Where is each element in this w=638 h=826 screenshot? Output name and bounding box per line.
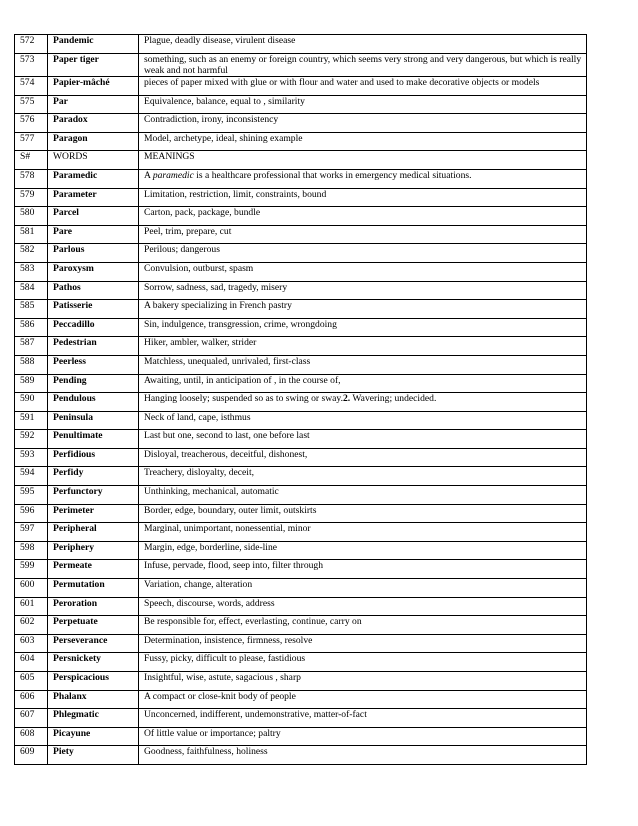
table-row: [15, 318, 587, 337]
meaning-cell: A compact or close-knit body of people: [139, 690, 587, 709]
meaning-cell: Goodness, faithfulness, holiness: [139, 746, 587, 765]
meaning-cell: Matchless, unequaled, unrivaled, first-class: [139, 355, 587, 374]
meaning-cell: Margin, edge, borderline, side-line: [139, 541, 587, 560]
table-row: [15, 746, 587, 765]
table-row: [15, 579, 587, 598]
table-row: [15, 54, 587, 77]
word-cell: Permutation: [48, 579, 139, 598]
serial-number: 609: [15, 746, 48, 765]
meaning-cell: [139, 393, 587, 412]
table-row: [15, 467, 587, 486]
table-row: [15, 281, 587, 300]
table-row: [15, 597, 587, 616]
serial-number: 600: [15, 579, 48, 598]
table-row: [15, 616, 587, 635]
meaning-cell: Carton, pack, package, bundle: [139, 207, 587, 226]
serial-number: 580: [15, 207, 48, 226]
serial-number: 577: [15, 132, 48, 151]
word-cell: Peroration: [48, 597, 139, 616]
serial-number: 583: [15, 262, 48, 281]
meaning-cell: [139, 169, 587, 188]
serial-number: 586: [15, 318, 48, 337]
serial-number: 584: [15, 281, 48, 300]
word-cell: Periphery: [48, 541, 139, 560]
table-row: [15, 169, 587, 188]
serial-number: 592: [15, 430, 48, 449]
word-cell: Phalanx: [48, 690, 139, 709]
table-row: [15, 523, 587, 542]
word-cell: Piety: [48, 746, 139, 765]
table-row: [15, 225, 587, 244]
serial-number: 581: [15, 225, 48, 244]
meaning-cell: Be responsible for, effect, everlasting, continue, carry on: [139, 616, 587, 635]
serial-number: 585: [15, 300, 48, 319]
word-cell: Permeate: [48, 560, 139, 579]
word-cell: Perimeter: [48, 504, 139, 523]
table-row: [15, 374, 587, 393]
header-words: WORDS: [48, 151, 139, 170]
meaning-cell: Convulsion, outburst, spasm: [139, 262, 587, 281]
word-cell: Peninsula: [48, 411, 139, 430]
word-cell: Paroxysm: [48, 262, 139, 281]
serial-number: 595: [15, 486, 48, 505]
word-cell: Pathos: [48, 281, 139, 300]
meaning-cell: Disloyal, treacherous, deceitful, dishonest,: [139, 448, 587, 467]
table-row: [15, 411, 587, 430]
word-cell: Phlegmatic: [48, 709, 139, 728]
word-cell: Peerless: [48, 355, 139, 374]
serial-number: 579: [15, 188, 48, 207]
meaning-cell: Equivalence, balance, equal to , similarity: [139, 95, 587, 114]
serial-number: 591: [15, 411, 48, 430]
word-cell: Papier-mâché: [48, 77, 139, 96]
meaning-emphasis: paramedic: [152, 169, 194, 181]
meaning-cell: Treachery, disloyalty, deceit,: [139, 467, 587, 486]
table-row: [15, 114, 587, 133]
meaning-cell: Marginal, unimportant, nonessential, minor: [139, 523, 587, 542]
meaning-cell: Of little value or importance; paltry: [139, 727, 587, 746]
table-row: [15, 393, 587, 412]
meaning-cell: Awaiting, until, in anticipation of , in the course of,: [139, 374, 587, 393]
table-row: [15, 244, 587, 263]
word-cell: Perspicacious: [48, 672, 139, 691]
serial-number: 606: [15, 690, 48, 709]
meaning-cell: Limitation, restriction, limit, constraints, bound: [139, 188, 587, 207]
meaning-cell: Last but one, second to last, one before last: [139, 430, 587, 449]
meaning-cell: Model, archetype, ideal, shining example: [139, 132, 587, 151]
table-row: [15, 727, 587, 746]
meaning-cell: Plague, deadly disease, virulent disease: [139, 35, 587, 54]
word-cell: Parlous: [48, 244, 139, 263]
table-row: [15, 690, 587, 709]
serial-number: 596: [15, 504, 48, 523]
serial-number: 608: [15, 727, 48, 746]
serial-number: 589: [15, 374, 48, 393]
table-row: [15, 188, 587, 207]
word-cell: Paramedic: [48, 169, 139, 188]
serial-number: 603: [15, 634, 48, 653]
table-row: [15, 634, 587, 653]
meaning-cell: Variation, change, alteration: [139, 579, 587, 598]
meaning-cell: A bakery specializing in French pastry: [139, 300, 587, 319]
word-cell: Perfunctory: [48, 486, 139, 505]
table-row: [15, 541, 587, 560]
serial-number: 598: [15, 541, 48, 560]
meaning-cell: Speech, discourse, words, address: [139, 597, 587, 616]
word-cell: Peccadillo: [48, 318, 139, 337]
serial-number: 590: [15, 393, 48, 412]
table-row: [15, 709, 587, 728]
header-serial: S#: [15, 151, 48, 170]
table-row: [15, 504, 587, 523]
word-cell: Peripheral: [48, 523, 139, 542]
table-row: [15, 337, 587, 356]
table-row: [15, 77, 587, 96]
meaning-cell: Contradiction, irony, inconsistency: [139, 114, 587, 133]
word-cell: Perpetuate: [48, 616, 139, 635]
meaning-cell: Hiker, ambler, walker, strider: [139, 337, 587, 356]
serial-number: 607: [15, 709, 48, 728]
table-header-row: [15, 151, 587, 170]
serial-number: 573: [15, 54, 48, 77]
table-row: [15, 207, 587, 226]
serial-number: 587: [15, 337, 48, 356]
table-row: [15, 355, 587, 374]
table-row: [15, 672, 587, 691]
table-row: [15, 262, 587, 281]
table-row: [15, 430, 587, 449]
word-cell: Pedestrian: [48, 337, 139, 356]
serial-number: 604: [15, 653, 48, 672]
meaning-cell: Sorrow, sadness, sad, tragedy, misery: [139, 281, 587, 300]
word-cell: Paragon: [48, 132, 139, 151]
table-row: [15, 35, 587, 54]
word-cell: Paradox: [48, 114, 139, 133]
header-meanings: MEANINGS: [139, 151, 587, 170]
meaning-text: Wavering; undecided.: [350, 393, 437, 405]
meaning-cell: Insightful, wise, astute, sagacious , sharp: [139, 672, 587, 691]
serial-number: 576: [15, 114, 48, 133]
meaning-cell: Sin, indulgence, transgression, crime, wrongdoing: [139, 318, 587, 337]
table-row: [15, 486, 587, 505]
meaning-cell: Infuse, pervade, flood, seep into, filter through: [139, 560, 587, 579]
word-cell: Perfidious: [48, 448, 139, 467]
meaning-cell: Determination, insistence, firmness, resolve: [139, 634, 587, 653]
meaning-cell: Unthinking, mechanical, automatic: [139, 486, 587, 505]
serial-number: 597: [15, 523, 48, 542]
meaning-cell: Neck of land, cape, isthmus: [139, 411, 587, 430]
serial-number: 601: [15, 597, 48, 616]
meaning-cell: Unconcerned, indifferent, undemonstrative, matter-of-fact: [139, 709, 587, 728]
serial-number: 599: [15, 560, 48, 579]
table-row: [15, 653, 587, 672]
word-cell: Par: [48, 95, 139, 114]
word-cell: Pare: [48, 225, 139, 244]
vocabulary-table-body: [15, 35, 587, 765]
meaning-text: is a healthcare professional that works in emergency medical situations.: [193, 169, 472, 181]
meaning-cell: something, such as an enemy or foreign country, which seems very strong and very dangerous, but which is really weak and not harmful: [139, 54, 587, 77]
meaning-text: Hanging loosely; suspended so as to swing or sway.: [144, 393, 343, 405]
word-cell: Paper tiger: [48, 54, 139, 77]
serial-number: 578: [15, 169, 48, 188]
table-row: [15, 95, 587, 114]
word-cell: Penultimate: [48, 430, 139, 449]
meaning-cell: Perilous; dangerous: [139, 244, 587, 263]
word-cell: Pandemic: [48, 35, 139, 54]
serial-number: 602: [15, 616, 48, 635]
serial-number: 575: [15, 95, 48, 114]
word-cell: Patisserie: [48, 300, 139, 319]
table-row: [15, 560, 587, 579]
serial-number: 574: [15, 77, 48, 96]
meaning-cell: Border, edge, boundary, outer limit, outskirts: [139, 504, 587, 523]
word-cell: Persnickety: [48, 653, 139, 672]
word-cell: Perseverance: [48, 634, 139, 653]
meaning-bold: 2.: [342, 393, 351, 405]
word-cell: Picayune: [48, 727, 139, 746]
word-cell: Perfidy: [48, 467, 139, 486]
serial-number: 582: [15, 244, 48, 263]
serial-number: 594: [15, 467, 48, 486]
serial-number: 572: [15, 35, 48, 54]
meaning-cell: Fussy, picky, difficult to please, fastidious: [139, 653, 587, 672]
meaning-cell: pieces of paper mixed with glue or with flour and water and used to make decorative objects or models: [139, 77, 587, 96]
vocabulary-table: [14, 34, 587, 765]
word-cell: Parcel: [48, 207, 139, 226]
table-row: [15, 132, 587, 151]
word-cell: Parameter: [48, 188, 139, 207]
table-row: [15, 300, 587, 319]
word-cell: Pendulous: [48, 393, 139, 412]
meaning-cell: Peel, trim, prepare, cut: [139, 225, 587, 244]
word-cell: Pending: [48, 374, 139, 393]
serial-number: 593: [15, 448, 48, 467]
table-row: [15, 448, 587, 467]
serial-number: 588: [15, 355, 48, 374]
serial-number: 605: [15, 672, 48, 691]
meaning-text: A: [144, 169, 153, 181]
